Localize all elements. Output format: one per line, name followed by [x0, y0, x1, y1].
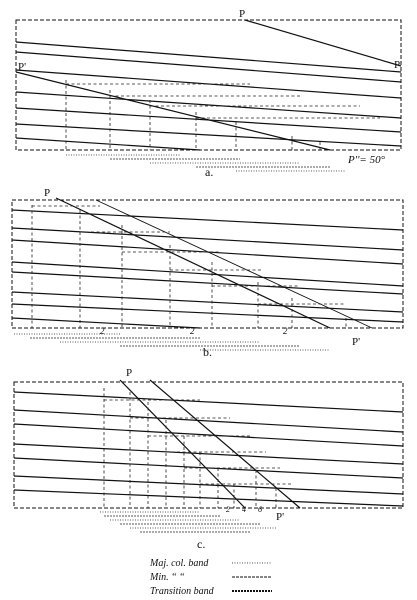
- label-p-prime-right: P': [394, 59, 403, 71]
- band-line: [16, 124, 401, 146]
- p-line: [120, 380, 245, 508]
- panel-a-caption: a.: [205, 165, 214, 179]
- legend-label: Min. “ “: [150, 572, 185, 583]
- band-line: [16, 92, 401, 118]
- panel-c: [14, 367, 403, 551]
- band-line: [12, 304, 403, 322]
- section-mark: 2: [100, 326, 105, 336]
- panel-b: [12, 187, 403, 359]
- p-line-2: [150, 380, 300, 508]
- panel-b-caption: b.: [203, 345, 212, 359]
- band-line: [14, 476, 403, 494]
- section-mark: 4: [242, 505, 246, 514]
- p-line-2: [96, 200, 372, 328]
- band-line: [14, 490, 403, 506]
- section-mark: 2: [190, 326, 195, 336]
- band-line: [14, 410, 403, 432]
- section-mark: 2: [226, 505, 230, 514]
- section-mark: 2: [283, 326, 288, 336]
- section-mark: 6: [258, 505, 262, 514]
- section-strips: [14, 334, 330, 350]
- angle-label: P''= 50°: [348, 154, 385, 166]
- panel-c-frame: [14, 382, 403, 508]
- legend-label: Maj. col. band: [150, 558, 209, 569]
- label-p-prime: P': [18, 61, 27, 73]
- label-p-prime: P': [352, 336, 361, 348]
- band-line: [12, 228, 403, 250]
- panel-c-caption: c.: [197, 537, 206, 551]
- section-strips: [100, 512, 276, 532]
- panel-a-frame: [16, 20, 401, 150]
- band-line: [12, 292, 403, 312]
- legend: [149, 558, 272, 597]
- band-line: [16, 138, 200, 150]
- label-p: P: [239, 8, 246, 20]
- band-line: [14, 424, 403, 446]
- band-line: [14, 392, 403, 412]
- legend-label: Transition band: [150, 586, 214, 597]
- label-p: P: [126, 367, 133, 379]
- p-line: [245, 20, 401, 66]
- band-line: [12, 318, 200, 328]
- label-p-prime: P': [276, 511, 285, 523]
- label-p: P: [44, 187, 51, 199]
- panel-a: [16, 8, 402, 179]
- band-line: [12, 210, 403, 230]
